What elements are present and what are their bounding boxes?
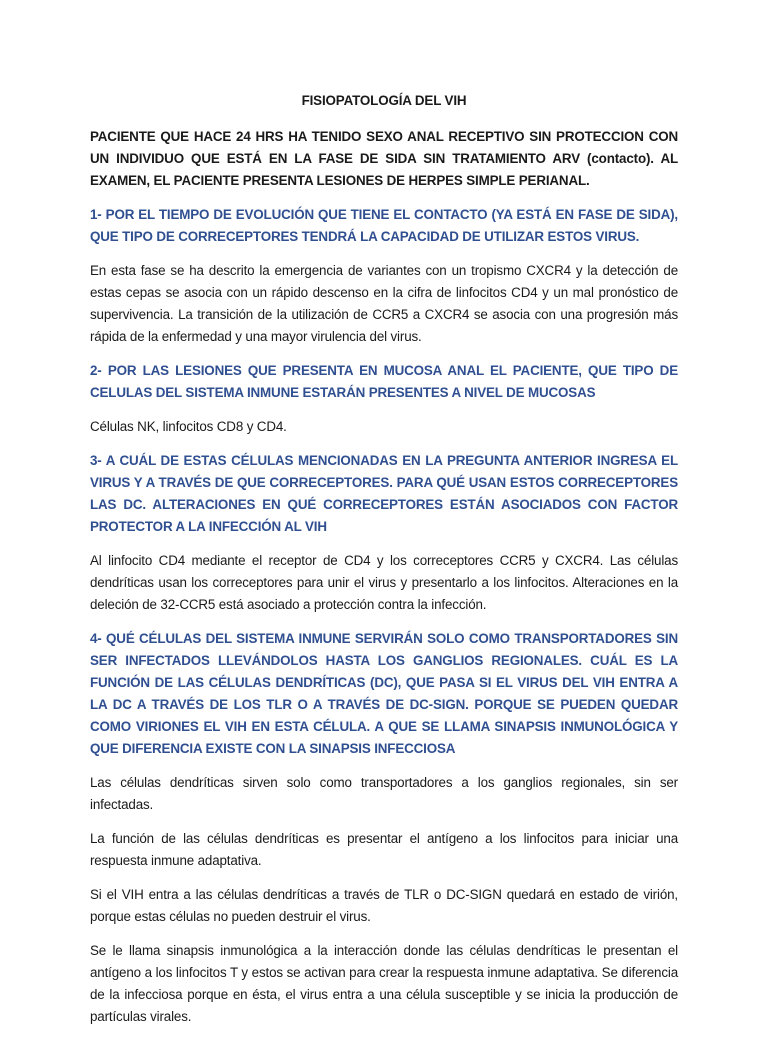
question-3: 3- A CUÁL DE ESTAS CÉLULAS MENCIONADAS EN LA PREGUNTA ANTERIOR INGRESA EL VIRUS Y A TRAVÉS DE QUE CORRECEPTORES. PARA QUÉ USAN ESTOS CORRECEPTORES LAS DC. ALTERACIONES EN QUÉ CORRECEPTORES ESTÁN ASOCIADOS CON FACTOR PROTECTOR A LA INFECCIÓN AL VIH [90, 453, 678, 534]
question-4: 4- QUÉ CÉLULAS DEL SISTEMA INMUNE SERVIRÁN SOLO COMO TRANSPORTADORES SIN SER INFECTADOS LLEVÁNDOLOS HASTA LOS GANGLIOS REGIONALES. CUÁL ES LA FUNCIÓN DE LAS CÉLULAS DENDRÍTICAS (DC), QUE PASA SI EL VIRUS DEL VIH ENTRA A LA DC A TRAVÉS DE LOS TLR O A TRAVÉS DE DC-SIGN. PORQUE SE PUEDEN QUEDAR COMO VIRIONES EL VIH EN ESTA CÉLULA. A QUE SE LLAMA SINAPSIS INMUNOLÓGICA Y QUE DIFERENCIA EXISTE CON LA SINAPSIS INFECCIOSA [90, 631, 678, 756]
answer-4-paragraph-1: Las células dendríticas sirven solo como transportadores a los ganglios regionales, sin ser infectadas. [90, 775, 678, 812]
answer-4-paragraph-3: Si el VIH entra a las células dendríticas a través de TLR o DC-SIGN quedará en estado de virión, porque estas células no pueden destruir el virus. [90, 887, 678, 924]
answer-2: Células NK, linfocitos CD8 y CD4. [90, 419, 287, 434]
answer-1: En esta fase se ha descrito la emergencia de variantes con un tropismo CXCR4 y la detección de estas cepas se asocia con un rápido descenso en la cifra de linfocitos CD4 y un mal pronóstico de supervivencia. La transición de la utilización de CCR5 a CXCR4 se asocia con una progresión más rápida de la enfermedad y una mayor virulencia del virus. [90, 263, 678, 344]
case-intro: PACIENTE QUE HACE 24 HRS HA TENIDO SEXO ANAL RECEPTIVO SIN PROTECCION CON UN INDIVIDUO QUE ESTÁ EN LA FASE DE SIDA SIN TRATAMIENTO ARV (contacto). AL EXAMEN, EL PACIENTE PRESENTA LESIONES DE HERPES SIMPLE PERIANAL. [90, 129, 678, 188]
document-page [90, 90, 678, 1040]
answer-3: Al linfocito CD4 mediante el receptor de CD4 y los correceptores CCR5 y CXCR4. Las células dendríticas usan los correceptores para unir el virus y presentarlo a los linfocitos. Alteraciones en la deleción de 32-CCR5 está asociado a protección contra la infección. [90, 553, 678, 612]
question-2: 2- POR LAS LESIONES QUE PRESENTA EN MUCOSA ANAL EL PACIENTE, QUE TIPO DE CELULAS DEL SISTEMA INMUNE ESTARÁN PRESENTES A NIVEL DE MUCOSAS [90, 363, 678, 400]
answer-4-paragraph-2: La función de las células dendríticas es presentar el antígeno a los linfocitos para iniciar una respuesta inmune adaptativa. [90, 831, 678, 868]
question-1: 1- POR EL TIEMPO DE EVOLUCIÓN QUE TIENE EL CONTACTO (YA ESTÁ EN FASE DE SIDA), QUE TIPO DE CORRECEPTORES TENDRÁ LA CAPACIDAD DE UTILIZAR ESTOS VIRUS. [90, 207, 678, 244]
answer-4-paragraph-4: Se le llama sinapsis inmunológica a la interacción donde las células dendríticas le presentan el antígeno a los linfocitos T y estos se activan para crear la respuesta inmune adaptativa. Se diferencia de la infecciosa porque en ésta, el virus entra a una célula susceptible y se inicia la producción de partículas virales. [90, 943, 678, 1024]
document-title: FISIOPATOLOGÍA DEL VIH [301, 93, 467, 108]
